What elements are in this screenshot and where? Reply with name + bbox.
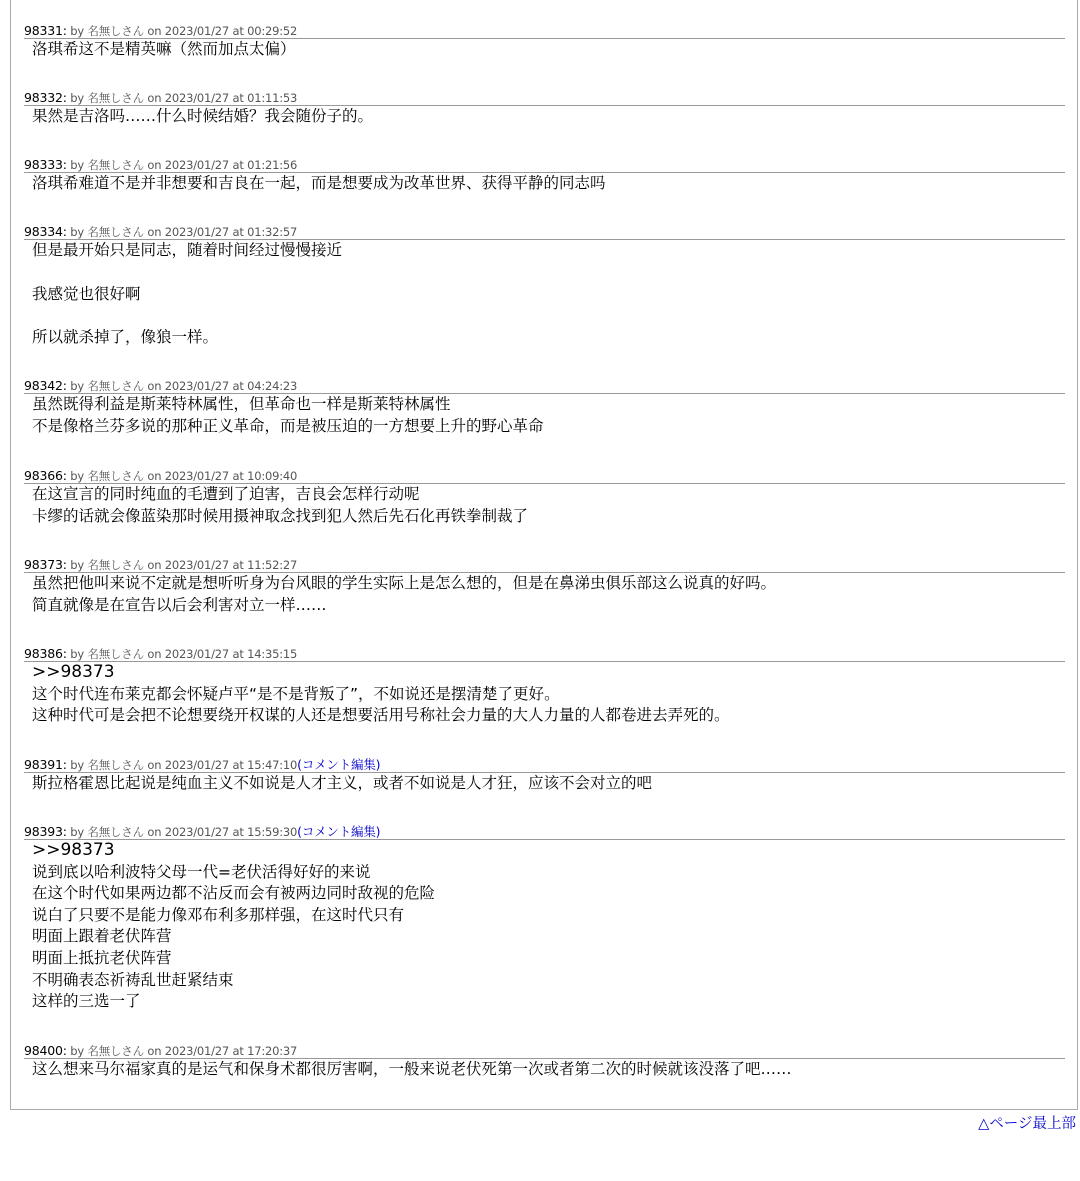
comment-text-line: 洛琪希难道不是并非想要和吉良在一起，而是想要成为改革世界、获得平静的同志吗 [32,174,606,192]
comment-edit-link[interactable]: (コメント編集) [297,824,381,839]
comment-header [24,557,1065,573]
comment-meta: by 名無しさん on 2023/01/27 at 10:09:40 [66,469,298,483]
comment-text-line: 卡缪的话就会像蓝染那时候用摄神取念找到犯人然后先石化再铁拳制裁了 [32,506,529,525]
comment-edit-link[interactable]: (コメント編集) [297,757,381,772]
comment-number: 98373: [24,557,67,572]
comment-text-line: 这种时代可是会把不论想要绕开权谋的人还是想要活用号称社会力量的大人力量的人都卷进去弄死的。 [32,706,730,725]
comment-header [24,378,1065,394]
comment-meta: by 名無しさん on 2023/01/27 at 01:21:56 [66,158,298,172]
comment-body [24,240,1065,349]
comment-body [24,394,1065,437]
comment-number: 98334: [24,224,67,239]
comment-text-line: 不明确表态祈祷乱世赶紧结束 [32,970,234,989]
comment-number: 98366: [24,468,67,483]
comment-header [24,757,1065,773]
blank-line [32,305,1065,327]
comment-post [24,557,1065,616]
blank-line [32,262,1065,284]
reply-anchor: >>98373 [32,662,115,682]
comment-meta: by 名無しさん on 2023/01/27 at 14:35:15 [66,647,298,661]
reply-anchor: >>98373 [32,840,115,860]
comment-post [24,1043,1065,1081]
comment-header [24,824,1065,840]
comment-meta: by 名無しさん on 2023/01/27 at 11:52:27 [66,558,298,572]
comment-body [24,573,1065,616]
comment-body [24,39,1065,61]
comment-number: 98332: [24,90,67,105]
comment-post [24,224,1065,349]
comment-header [24,23,1065,39]
comment-body [24,106,1065,128]
comment-text-line: 明面上抵抗老伏阵营 [32,948,172,967]
comment-text-line: 说白了只要不是能力像邓布利多那样强，在这时代只有 [32,905,405,924]
comment-header [24,468,1065,484]
comment-meta: by 名無しさん on 2023/01/27 at 17:20:37 [66,1044,298,1058]
comment-number: 98333: [24,157,67,172]
comment-post [24,646,1065,727]
comment-number: 98386: [24,646,67,661]
comment-body [24,1059,1065,1081]
comment-text-line: 虽然把他叫来说不定就是想听听身为台风眼的学生实际上是怎么想的，但是在鼻涕虫俱乐部这么说真的好吗。 [32,574,777,592]
comment-number: 98393: [24,824,67,839]
comment-body [24,662,1065,727]
comment-meta: by 名無しさん on 2023/01/27 at 04:24:23 [66,379,298,393]
comment-number: 98331: [24,23,67,38]
comment-body [24,484,1065,527]
comment-text-line: 洛琪希这不是精英嘛（然而加点太偏） [32,40,296,58]
comment-text-line: 不是像格兰芬多说的那种正义革命，而是被压迫的一方想要上升的野心革命 [32,416,544,435]
comment-body [24,840,1065,1013]
comment-post [24,90,1065,128]
comment-post [24,157,1065,195]
comment-number: 98400: [24,1043,67,1058]
comment-text-line: 虽然既得利益是斯莱特林属性，但革命也一样是斯莱特林属性 [32,395,451,413]
comment-post [24,757,1065,795]
comment-text-line: 所以就杀掉了，像狼一样。 [32,328,219,347]
comment-header [24,646,1065,662]
comment-post [24,378,1065,437]
comment-body [24,173,1065,195]
comment-meta: by 名無しさん on 2023/01/27 at 01:32:57 [66,225,298,239]
comment-text-line: 明面上跟着老伏阵营 [32,927,172,946]
comment-text-line: 斯拉格霍恩比起说是纯血主义不如说是人才主义，或者不如说是人才狂，应该不会对立的吧 [32,774,653,792]
comment-board [10,0,1078,1110]
comment-body [24,773,1065,795]
comment-text-line: 这样的三选一了 [32,992,141,1011]
comment-text-line: 在这宣言的同时纯血的毛遭到了迫害，吉良会怎样行动呢 [32,485,420,503]
comment-post [24,468,1065,527]
comment-text-line: 但是最开始只是同志，随着时间经过慢慢接近 [32,241,343,259]
comment-text-line: 简直就像是在宣告以后会利害对立一样…… [32,595,327,614]
comment-text-line: 这么想来马尔福家真的是运气和保身术都很厉害啊，一般来说老伏死第一次或者第二次的时候就该没落了吧…… [32,1060,792,1078]
comment-text-line: 说到底以哈利波特父母一代=老伏活得好好的来说 [32,862,371,881]
comment-text-line: 我感觉也很好啊 [32,284,141,303]
comment-header [24,224,1065,240]
page-top-link[interactable]: △ページ最上部 [978,1116,1076,1132]
comment-header [24,157,1065,173]
comment-header [24,90,1065,106]
comment-number: 98391: [24,757,67,772]
comment-text-line: 在这个时代如果两边都不沾反而会有被两边同时敌视的危险 [32,884,436,903]
comment-meta: by 名無しさん on 2023/01/27 at 15:59:30 [66,825,298,839]
comment-post [24,824,1065,1013]
comment-meta: by 名無しさん on 2023/01/27 at 00:29:52 [66,24,298,38]
comment-text-line: 果然是吉洛吗……什么时候结婚？我会随份子的。 [32,107,374,125]
comment-post [24,23,1065,61]
comment-meta: by 名無しさん on 2023/01/27 at 15:47:10 [66,758,298,772]
comment-header [24,1043,1065,1059]
comment-meta: by 名無しさん on 2023/01/27 at 01:11:53 [66,91,298,105]
comment-text-line: 这个时代连布莱克都会怀疑卢平“是不是背叛了”，不如说还是摆清楚了更好。 [32,684,560,703]
comment-number: 98342: [24,378,67,393]
